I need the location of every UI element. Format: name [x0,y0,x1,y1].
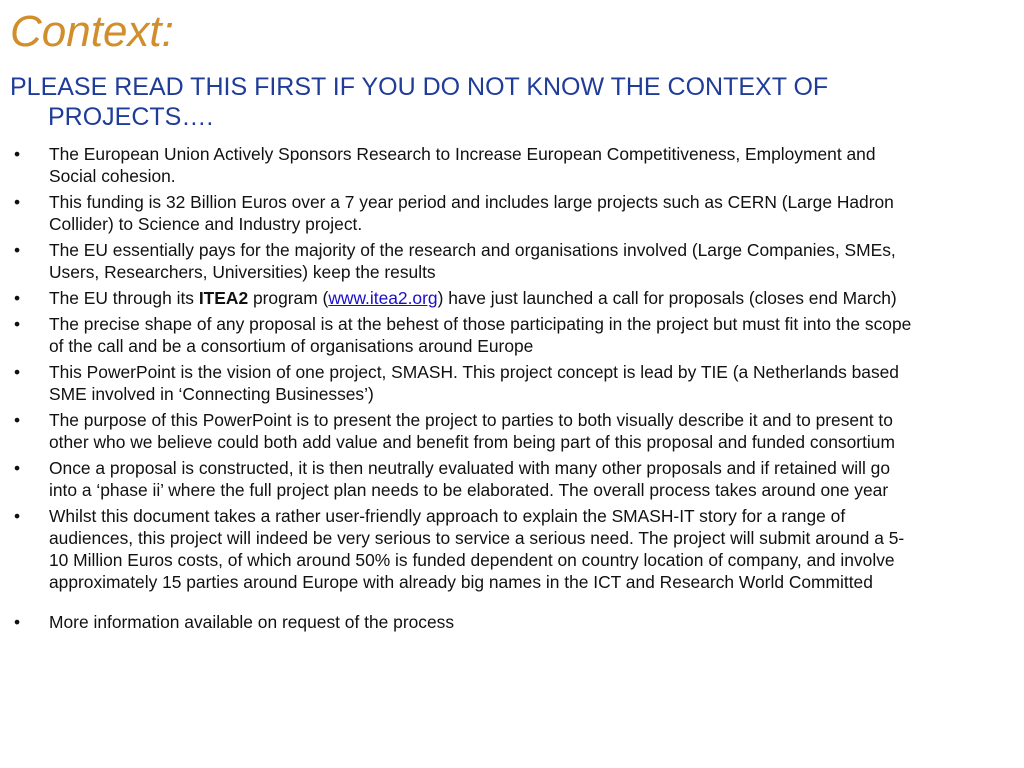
bullet-text: Whilst this document takes a rather user-friendly approach to explain the SMASH-IT story for a range of audiences, this project will indeed be very serious to service a serious need. The project will submit around a 5-10 Million Euros costs, of which around 50% is funded dependent on country location of company, and involve approximately 15 parties around Europe with already big names in the ICT and Research World Committed [49,506,905,592]
bullet-text: The EU essentially pays for the majority of the research and organisations involved (Large Companies, SMEs, Users, Researchers, Universities) keep the results [49,240,896,282]
bullet-marker: • [14,506,21,526]
bullet-item [10,239,920,283]
bullet-marker: • [14,410,21,430]
bullet-text: This PowerPoint is the vision of one project, SMASH. This project concept is lead by TIE (a Netherlands based SME involved in ‘Connecting Businesses’) [49,362,899,404]
bullet-text: The European Union Actively Sponsors Research to Increase European Competitiveness, Employment and Social cohesion. [49,144,876,186]
bullet-marker: • [14,144,21,164]
bullet-text-after: ) have just launched a call for proposals (closes end March) [437,288,897,308]
bullet-marker: • [14,288,21,308]
bullet-item [10,457,920,501]
bullet-text-before: The EU through its [49,288,199,308]
bullet-marker: • [14,362,21,382]
bullet-item [10,611,920,633]
bullet-item [10,505,920,593]
bullet-item [10,361,920,405]
bullet-marker: • [14,314,21,334]
bullet-list [10,143,920,637]
itea2-link[interactable]: www.itea2.org [328,288,438,308]
bullet-item [10,143,920,187]
bullet-marker: • [14,612,21,632]
program-name: ITEA2 [198,288,249,308]
slide-subtitle: PLEASE READ THIS FIRST IF YOU DO NOT KNOW THE CONTEXT OF PROJECTS…. [10,73,829,131]
bullet-marker: • [14,458,21,478]
bullet-text: This funding is 32 Billion Euros over a 7 year period and includes large projects such as CERN (Large Hadron Collider) to Science and Industry project. [49,192,894,234]
bullet-text: The purpose of this PowerPoint is to present the project to parties to both visually describe it and to present to other who we believe could both add value and benefit from being part of this proposal and funded consortium [49,410,895,452]
bullet-marker: • [14,240,21,260]
bullet-item [10,191,920,235]
bullet-item [10,313,920,357]
bullet-item [10,287,920,309]
bullet-text: More information available on request of the process [49,612,455,632]
bullet-item [10,409,920,453]
bullet-text-middle: program ( [248,288,329,308]
bullet-marker: • [14,192,21,212]
bullet-text: Once a proposal is constructed, it is then neutrally evaluated with many other proposals and if retained will go into a ‘phase ii’ where the full project plan needs to be elaborated. The overall process takes around one year [49,458,891,500]
bullet-text: The precise shape of any proposal is at the behest of those participating in the project but must fit into the scope of the call and be a consortium of organisations around Europe [49,314,912,356]
slide-title: Context: [10,7,174,56]
